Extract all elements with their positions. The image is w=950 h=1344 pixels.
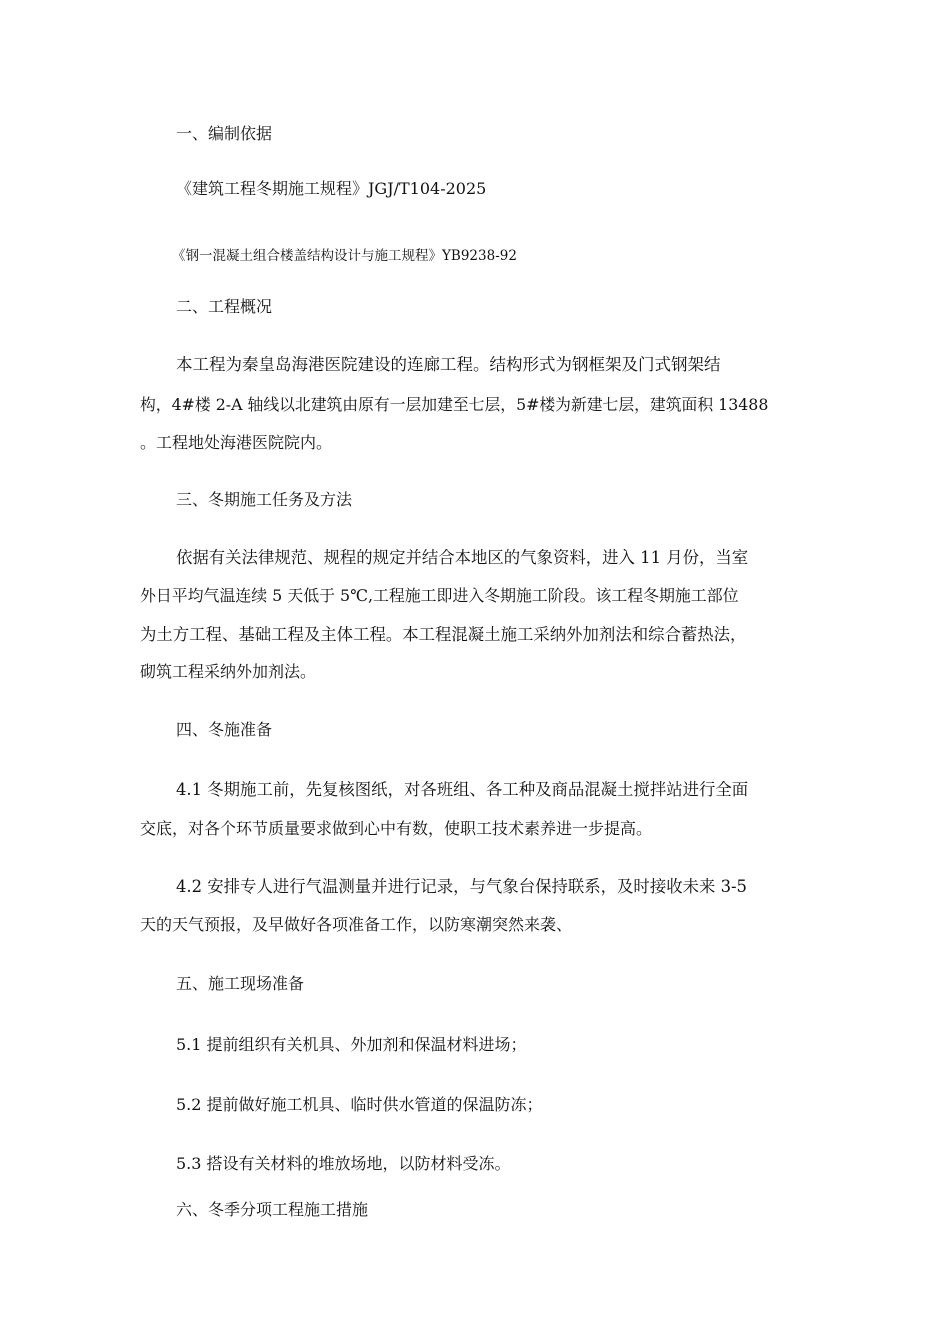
paragraph-line: 砌筑工程采纳外加剂法。: [140, 662, 317, 681]
paragraph-line: 交底，对各个环节质量要求做到心中有数，使职工技术素养进一步提高。: [140, 819, 653, 838]
section-heading-4: 四、冬施准备: [176, 720, 273, 739]
paragraph-line: 依据有关法律规范、规程的规定并结合本地区的气象资料，进入 11 月份，当室: [176, 548, 749, 567]
paragraph-line: 构，4#楼 2-A 轴线以北建筑由原有一层加建至七层，5#楼为新建七层，建筑面积 13488: [140, 395, 769, 414]
section-heading-1: 一、编制依据: [176, 124, 273, 143]
list-item: 5.3 搭设有关材料的堆放场地，以防材料受冻。: [176, 1154, 511, 1173]
section-heading-6: 六、冬季分项工程施工措施: [176, 1200, 369, 1219]
paragraph-line: 外日平均气温连续 5 天低于 5℃,工程施工即进入冬期施工阶段。该工程冬期施工部位: [140, 586, 739, 605]
section-heading-3: 三、冬期施工任务及方法: [176, 490, 353, 509]
paragraph-line: 本工程为秦皇岛海港医院建设的连廊工程。结构形式为钢框架及门式钢架结: [176, 355, 721, 374]
section-heading-2: 二、工程概况: [176, 297, 273, 316]
section-heading-5: 五、施工现场准备: [176, 974, 305, 993]
reference-standard-2: 《钢一混凝土组合楼盖结构设计与施工规程》YB9238-92: [172, 248, 517, 264]
paragraph-line: 4.2 安排专人进行气温测量并进行记录，与气象台保持联系，及时接收未来 3-5: [176, 877, 747, 896]
reference-standard-1: 《建筑工程冬期施工规程》JGJ/T104-2025: [176, 179, 487, 198]
paragraph-line: 。工程地处海港医院院内。: [140, 433, 333, 452]
paragraph-line: 4.1 冬期施工前，先复核图纸，对各班组、各工种及商品混凝土搅拌站进行全面: [176, 780, 749, 799]
list-item: 5.1 提前组织有关机具、外加剂和保温材料进场；: [176, 1035, 527, 1054]
list-item: 5.2 提前做好施工机具、临时供水管道的保温防冻；: [176, 1095, 543, 1114]
paragraph-line: 为土方工程、基础工程及主体工程。本工程混凝土施工采纳外加剂法和综合蓄热法，: [140, 625, 747, 644]
paragraph-line: 天的天气预报，及早做好各项准备工作，以防寒潮突然来袭、: [140, 915, 573, 934]
